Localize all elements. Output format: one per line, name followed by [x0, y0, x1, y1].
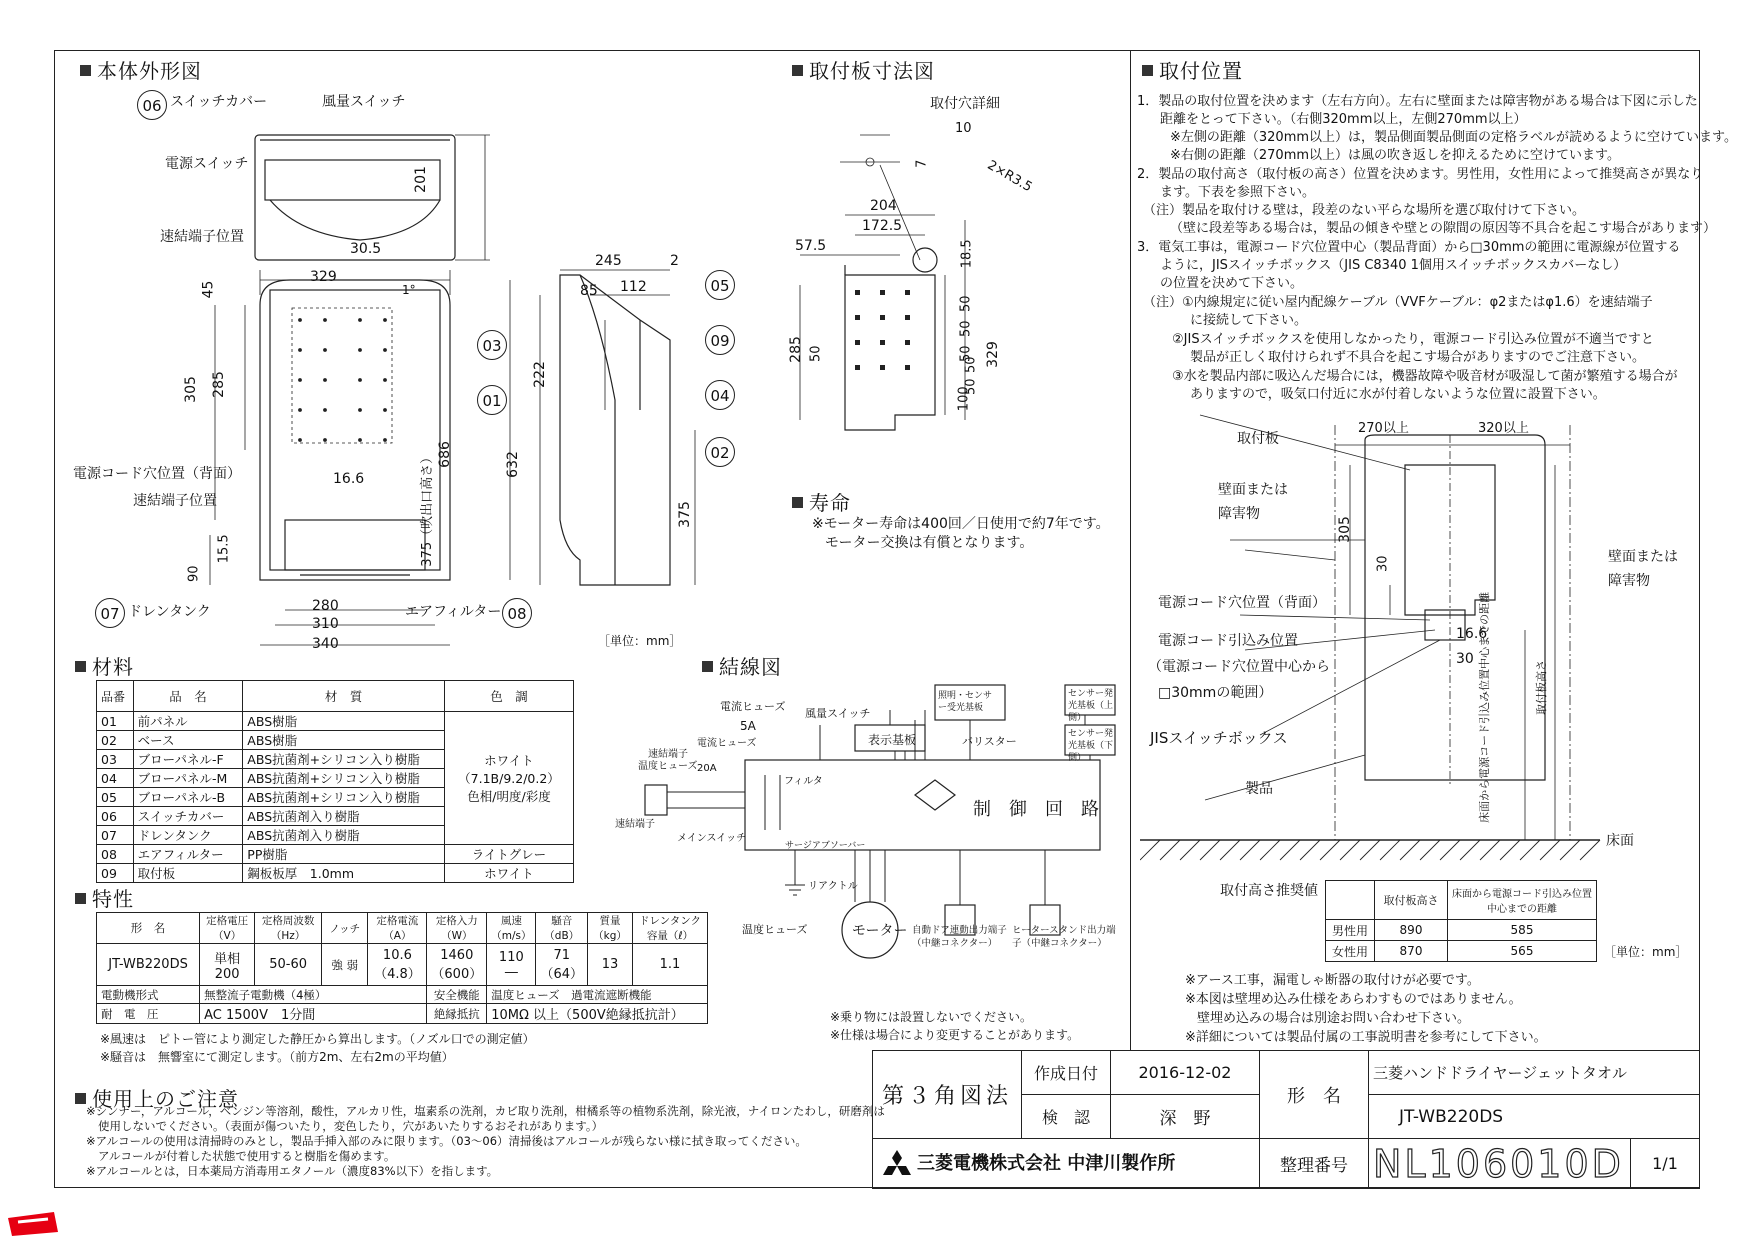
mat-material: ABS樹脂 [243, 731, 445, 750]
dim-15-5: 15.5 [216, 534, 232, 564]
label-cord-hole: 電源コード穴位置（背面） [73, 466, 241, 482]
mat-material: 鋼板板厚 1.0mm [243, 864, 445, 883]
plate-dim-50a: 50 [958, 295, 974, 313]
dim-30-5: 30.5 [350, 241, 382, 257]
spec-h-input: 定格入力（W） [427, 913, 487, 944]
spec-current: 10.6 （4.8） [368, 944, 427, 986]
dim-16-6: 16.6 [333, 471, 365, 487]
wiring-reactor: リアクトル [808, 881, 858, 892]
caution-line-4: アルコールが付着した状態で使用すると樹脂を傷めます。 [98, 1149, 396, 1163]
mat-name: ブローパネル-B [133, 788, 243, 807]
label-switch-cover: スイッチカバー [170, 94, 268, 110]
position-line-2: 距離をとって下さい。（右側320mm以上，左側270mm以上） [1160, 112, 1527, 127]
wiring-filter: フィルタ [784, 776, 823, 787]
mat-header-color: 色 調 [445, 681, 574, 712]
pos-d270: 270以上 [1358, 421, 1409, 436]
spec-h-notch: ノッチ [322, 913, 368, 944]
wiring-temp-fuse: 温度ヒューズ [638, 761, 698, 772]
plate-dim-57: 57.5 [795, 238, 827, 254]
height-header-0 [1326, 881, 1375, 920]
mitsubishi-logo-icon [881, 1150, 913, 1178]
wiring-heater: ヒータースタンド出力端子（中継コネクター） [1012, 925, 1116, 949]
position-line-17: ありますので，吸気口付近に水が付着しないような位置に設置下さい。 [1190, 387, 1606, 402]
mat-header-material: 材 質 [243, 681, 445, 712]
label-drain-tank: ドレンタンク [128, 604, 211, 620]
mat-name: ドレンタンク [133, 826, 243, 845]
dim-201: 201 [412, 166, 429, 193]
position-line-3: ※左側の距離（320mm以上）は，製品側面製品側面の定格ラベルが読めるように空けています。 [1170, 130, 1737, 145]
wiring-quick: 速結端子 [648, 749, 688, 760]
spec-voltage: 単相 200 [200, 944, 255, 986]
title-block [872, 1050, 1700, 1189]
pos-cord-in-2: （電源コード穴位置中心から [1148, 659, 1330, 675]
mat-material: PP樹脂 [243, 845, 445, 864]
plate-dim-18: 18.5 [959, 239, 975, 269]
position-note-2: ※本図は壁埋め込み仕様をあらわすものではありません。 [1185, 992, 1522, 1007]
spec-freq: 50-60 [255, 944, 322, 986]
mat-color-desc: 色相/明度/彩度 [467, 789, 551, 804]
part-04-callout: 04 [705, 380, 735, 410]
spec-mass: 13 [588, 944, 633, 986]
mat-color-white2: ホワイト [445, 864, 574, 883]
wiring-20a: 20A [697, 763, 717, 774]
part-03-callout: 03 [477, 330, 507, 360]
section-plate: 取付板寸法図 [792, 55, 935, 84]
position-line-12: （注）①内線規定に従い屋内配線ケーブル（VVFケーブル：φ2またはφ1.6）を速結端子 [1143, 295, 1653, 310]
mat-material: ABS樹脂 [243, 712, 445, 731]
spec-noise: 71 （64） [536, 944, 588, 986]
wiring-fuse-5a: 5A [740, 719, 756, 733]
mat-color-white-label: ホワイト [484, 753, 534, 768]
wiring-sensor-up: センサー発光基板（上側） [1068, 689, 1114, 724]
mat-name: 前パネル [133, 712, 243, 731]
section-cautions: 使用上のご注意 [75, 1083, 239, 1112]
wiring-display: 表示基板 [868, 733, 917, 747]
position-line-7: （注）製品を取付ける壁は，段差のない平らな場所を選び取付けて下さい。 [1143, 203, 1586, 218]
wiring-temp-fuse-2: 温度ヒューズ [742, 923, 808, 936]
position-line-16: ③水を製品内部に吸込んだ場合には，機器故障や吸音材が吸湿して菌が繁殖する場合が [1172, 369, 1678, 384]
dim-375-outlet: 375（吹出口高さ） [420, 450, 436, 567]
wiring-cur-fuse: 電流ヒューズ [697, 738, 757, 749]
spec-h-noise: 騒音（dB） [536, 913, 588, 944]
position-line-10: ように，JISスイッチボックス（JIS C8340 1個用スイッチボックスカバーなし） [1160, 258, 1627, 273]
label-air-filter: エアフィルター [405, 604, 502, 620]
mat-no: 07 [97, 826, 134, 845]
position-note-3: 壁埋め込みの場合は別途お問い合わせ下さい。 [1197, 1011, 1471, 1026]
position-line-11: の位置を決めて下さい。 [1160, 276, 1304, 291]
wiring-varistor: バリスター [962, 735, 1017, 748]
spec-h-model: 形 名 [97, 913, 200, 944]
mat-no: 03 [97, 750, 134, 769]
mat-no: 09 [97, 864, 134, 883]
spec-note-1: ※風速は ピトー管により測定した静圧から算出します。（ノズル口での測定値） [100, 1032, 535, 1046]
plate-dim-50f: 50 [963, 356, 979, 374]
spec-tank: 1.1 [633, 944, 708, 986]
mat-no: 06 [97, 807, 134, 826]
position-line-4: ※右側の距離（270mm以上）は風の吹き返しを抑えるために空けています。 [1170, 148, 1620, 163]
label-quick-terminal-bottom: 速結端子位置 [133, 493, 217, 509]
section-position: 取付位置 [1142, 55, 1243, 84]
position-line-13: に接続して下さい。 [1190, 313, 1308, 328]
tb-company-name: 三菱電機株式会社 中津川製作所 [917, 1153, 1176, 1174]
height-table [1325, 880, 1597, 962]
tb-created-label: 作成日付 [1022, 1051, 1111, 1095]
dim-329-front: 329 [310, 269, 337, 285]
mat-header-no: 品番 [97, 681, 134, 712]
tb-number-label: 整理番号 [1260, 1139, 1369, 1189]
mat-material: ABS抗菌剤+シリコン入り樹脂 [243, 750, 445, 769]
pos-wall-left: 壁面または [1218, 482, 1288, 498]
divider-right [1130, 50, 1131, 1050]
spec-withstand-val: AC 1500V 1分間 [200, 1004, 427, 1024]
dim-1deg: 1° [402, 283, 416, 297]
part-07-callout: 07 [95, 598, 125, 628]
tb-product-name: 三菱ハンドドライヤージェットタオル [1369, 1051, 1700, 1095]
pos-cord-hole: 電源コード穴位置（背面） [1158, 595, 1326, 611]
corner-logo-icon [4, 1210, 60, 1238]
pos-wall-right: 壁面または [1608, 549, 1678, 565]
tb-check-label: 検 認 [1022, 1095, 1111, 1139]
mat-color-code: （7.1B/9.2/0.2） [458, 771, 560, 786]
dim-245: 245 [595, 253, 622, 269]
pos-mount-plate: 取付板 [1237, 431, 1279, 447]
plate-dim-285: 285 [787, 336, 804, 363]
position-line-1: 1．製品の取付位置を決めます（左右方向）。左右に壁面または障害物がある場合は下図に示した [1137, 94, 1698, 109]
dim-85: 85 [580, 283, 598, 299]
position-line-6: ます。下表を参照下さい。 [1160, 185, 1315, 200]
wiring-fuse: 電流ヒューズ [720, 700, 786, 713]
dim-45: 45 [200, 280, 217, 299]
pos-d305: 305 [1336, 516, 1353, 543]
spec-h-voltage: 定格電圧（V） [200, 913, 255, 944]
spec-speed: 110 ― [487, 944, 536, 986]
mat-header-name: 品 名 [133, 681, 243, 712]
mat-material: ABS抗菌剤入り樹脂 [243, 807, 445, 826]
dim-2: 2 [670, 253, 679, 269]
section-life: 寿命 [792, 487, 851, 516]
spec-motor-val: 無整流子電動機（4極） [200, 986, 427, 1004]
label-power-switch: 電源スイッチ [165, 156, 249, 172]
tb-model-label: 形 名 [1260, 1051, 1369, 1139]
position-line-8: （壁に段差等ある場合は，製品の傾きや壁との隙間の原因等不具合を起こす場合があります） [1170, 221, 1717, 236]
spec-safety-val: 温度ヒューズ 過電流遮断機能 [487, 986, 708, 1004]
pos-jis-box: JISスイッチボックス [1150, 729, 1288, 747]
wiring-auto-door: 自動ドア連動出力端子（中継コネクター） [912, 925, 1007, 949]
life-line-1: ※モーター寿命は400回／日使用で約7年です。 [812, 516, 1110, 532]
plate-dim-100: 100 [956, 386, 972, 412]
pos-vert-2: 取付板高さ [1535, 659, 1549, 715]
spec-insul-val: 10MΩ 以上（500V絶縁抵抗計） [487, 1004, 708, 1024]
pos-cord-in-3: □30mmの範囲） [1158, 685, 1273, 701]
caution-line-5: ※アルコールとは，日本薬局方消毒用エタノール（濃度83%以下）を指します。 [86, 1164, 499, 1178]
plate-dim-7: 7 [914, 159, 930, 168]
dim-90: 90 [186, 565, 202, 583]
dim-632: 632 [504, 451, 521, 478]
tb-model-val: JT-WB220DS [1369, 1095, 1700, 1139]
section-material: 材料 [75, 651, 134, 680]
mat-name: ブローパネル-F [133, 750, 243, 769]
spec-motor-label: 電動機形式 [97, 986, 200, 1004]
position-line-14: ②JISスイッチボックスを使用しなかったり，電源コード引込み位置が不適当ですと [1172, 332, 1654, 347]
dim-310: 310 [312, 616, 339, 632]
height-row-women-label: 女性用 [1326, 941, 1375, 962]
height-header-2: 床面から電源コード引込み位置中心までの距離 [1448, 881, 1597, 920]
dim-280: 280 [312, 598, 339, 614]
wiring-sensor-down: センサー発光基板（下側） [1068, 729, 1114, 764]
plate-dim-329: 329 [984, 341, 1001, 368]
dim-305: 305 [182, 376, 199, 403]
part-05-callout: 05 [705, 270, 735, 300]
mat-no: 04 [97, 769, 134, 788]
position-unit: ［単位：mm］ [1604, 945, 1688, 959]
pos-vert-1: 床面から電源コード引込み位置中心までの距離 [1478, 591, 1492, 823]
spec-notch: 強 弱 [322, 944, 368, 986]
mat-no: 02 [97, 731, 134, 750]
plate-dim-50e: 50 [963, 378, 979, 396]
outline-unit: ［単位：mm］ [598, 634, 682, 648]
height-row-women-plate: 870 [1375, 941, 1448, 962]
mat-no: 08 [97, 845, 134, 864]
mat-no: 01 [97, 712, 134, 731]
pos-wall-left-2: 障害物 [1218, 506, 1260, 522]
section-characteristics: 特性 [75, 883, 134, 912]
tb-page: 1/1 [1631, 1139, 1700, 1189]
pos-wall-right-2: 障害物 [1608, 573, 1650, 589]
wiring-motor: モーター [852, 923, 908, 939]
spec-input: 1460 （600） [427, 944, 487, 986]
position-note-1: ※アース工事，漏電しゃ断器の取付けが必要です。 [1185, 973, 1480, 988]
mat-name: 取付板 [133, 864, 243, 883]
spec-h-speed: 風速（m/s） [487, 913, 536, 944]
plate-dim-204: 204 [870, 198, 897, 214]
wiring-main-sw: メインスイッチ [677, 833, 747, 844]
plate-dim-172: 172.5 [862, 218, 903, 234]
spec-h-mass: 質量（kg） [588, 913, 633, 944]
spec-safety-label: 安全機能 [427, 986, 487, 1004]
pos-d30b: 30 [1456, 651, 1474, 667]
material-table [96, 680, 574, 883]
dim-222: 222 [531, 361, 548, 388]
spec-model: JT-WB220DS [97, 944, 200, 986]
wiring-quick-term: 速結端子 [615, 819, 655, 830]
caution-line-2: 使用しないでください。（表面が傷ついたり，変色したり，穴があいたりするおそれがあります。） [98, 1119, 604, 1133]
height-row-men-label: 男性用 [1326, 920, 1375, 941]
mat-name: エアフィルター [133, 845, 243, 864]
plate-dim-2xr: 2×R3.5 [984, 157, 1035, 196]
dim-285: 285 [210, 371, 227, 398]
section-outline: 本体外形図 [80, 55, 202, 84]
pos-product: 製品 [1245, 781, 1273, 797]
spec-withstand-label: 耐 電 圧 [97, 1004, 200, 1024]
dim-686: 686 [436, 441, 453, 468]
plate-dim-10: 10 [955, 121, 972, 136]
mat-color-white [445, 712, 574, 845]
label-quick-terminal-top: 速結端子位置 [160, 229, 244, 245]
mat-material: ABS抗菌剤+シリコン入り樹脂 [243, 769, 445, 788]
position-line-15: 製品が正しく取付けられず不具合を起こす場合がありますのでご注意下さい。 [1190, 350, 1646, 365]
spec-h-tank: ドレンタンク容量（ℓ） [633, 913, 708, 944]
spec-h-current: 定格電流（A） [368, 913, 427, 944]
caution-line-1: ※シンナー，アルコール，ベンジン等溶剤，酸性，アルカリ性，塩素系の洗剤，カビ取り洗剤，柑橘系等の植物系洗剤，除光液，ナイロンたわし，研磨剤は [86, 1104, 885, 1118]
pos-d16-6: 16.6 [1456, 626, 1488, 642]
height-row-women-cord: 565 [1448, 941, 1597, 962]
spec-h-freq: 定格周波数（Hz） [255, 913, 322, 944]
pos-d30: 30 [1375, 555, 1391, 573]
label-airflow-switch: 風量スイッチ [322, 94, 406, 110]
tb-projection: 第３角図法 [873, 1051, 1022, 1139]
tb-created-val: 2016-12-02 [1111, 1051, 1260, 1095]
plate-dim-50d: 50 [808, 345, 824, 363]
plate-dim-50c: 50 [958, 345, 974, 363]
dim-375: 375 [676, 501, 693, 528]
section-wiring: 結線図 [702, 651, 782, 680]
dim-112: 112 [620, 279, 647, 295]
pos-d320: 320以上 [1478, 421, 1529, 436]
mat-material: ABS抗菌剤+シリコン入り樹脂 [243, 788, 445, 807]
mat-material: ABS抗菌剤入り樹脂 [243, 826, 445, 845]
spec-note-2: ※騒音は 無響室にて測定します。（前方2m、左右2mの平均値） [100, 1050, 454, 1064]
position-note-4: ※詳細については製品付属の工事説明書を参考にして下さい。 [1185, 1030, 1547, 1045]
mat-color-lightgray: ライトグレー [445, 845, 574, 864]
tb-number-val: NL106010D [1369, 1139, 1631, 1189]
position-line-9: 3．電気工事は，電源コード穴位置中心（製品背面）から□30mmの範囲に電源線が位置する [1137, 240, 1681, 255]
wiring-note-2: ※仕様は場合により変更することがあります。 [830, 1028, 1080, 1042]
life-line-2: モーター交換は有償となります。 [825, 535, 1034, 551]
wiring-illum: 照明・センサー受光基板 [938, 691, 993, 714]
wiring-surge: サージアブソーバー [785, 841, 866, 851]
dim-340: 340 [312, 636, 339, 652]
pos-floor: 床面 [1606, 833, 1634, 849]
mat-name: ベース [133, 731, 243, 750]
wiring-control: 制 御 回 路 [973, 799, 1099, 820]
tb-company [873, 1139, 1260, 1189]
mat-name: ブローパネル-M [133, 769, 243, 788]
part-08-callout: 08 [502, 598, 532, 628]
height-row-men-plate: 890 [1375, 920, 1448, 941]
plate-dim-50b: 50 [958, 320, 974, 338]
mat-name: スイッチカバー [133, 807, 243, 826]
pos-cord-in: 電源コード引込み位置 [1158, 633, 1298, 649]
part-01-callout: 01 [477, 385, 507, 415]
wiring-note-1: ※乗り物には設置しないでください。 [830, 1010, 1033, 1024]
height-header-1: 取付板高さ [1375, 881, 1448, 920]
wiring-airflow: 風量スイッチ [805, 707, 871, 720]
position-line-5: 2．製品の取付高さ（取付板の高さ）位置を決めます。男性用，女性用によって推奨高さが異なり [1137, 167, 1704, 182]
spec-insul-label: 絶縁抵抗 [427, 1004, 487, 1024]
part-09-callout: 09 [705, 325, 735, 355]
height-table-title: 取付高さ推奨値 [1220, 883, 1318, 899]
part-06-callout: 06 [137, 90, 167, 120]
mat-no: 05 [97, 788, 134, 807]
height-row-men-cord: 585 [1448, 920, 1597, 941]
plate-hole-detail: 取付穴詳細 [930, 96, 1000, 112]
caution-line-3: ※アルコールの使用は清掃時のみとし，製品手挿入部のみに限ります。（03〜06）清掃後はアルコールが残らない様に拭き取ってください。 [86, 1134, 807, 1148]
spec-table [96, 912, 708, 1024]
tb-check-val: 深 野 [1111, 1095, 1260, 1139]
part-02-callout: 02 [705, 437, 735, 467]
